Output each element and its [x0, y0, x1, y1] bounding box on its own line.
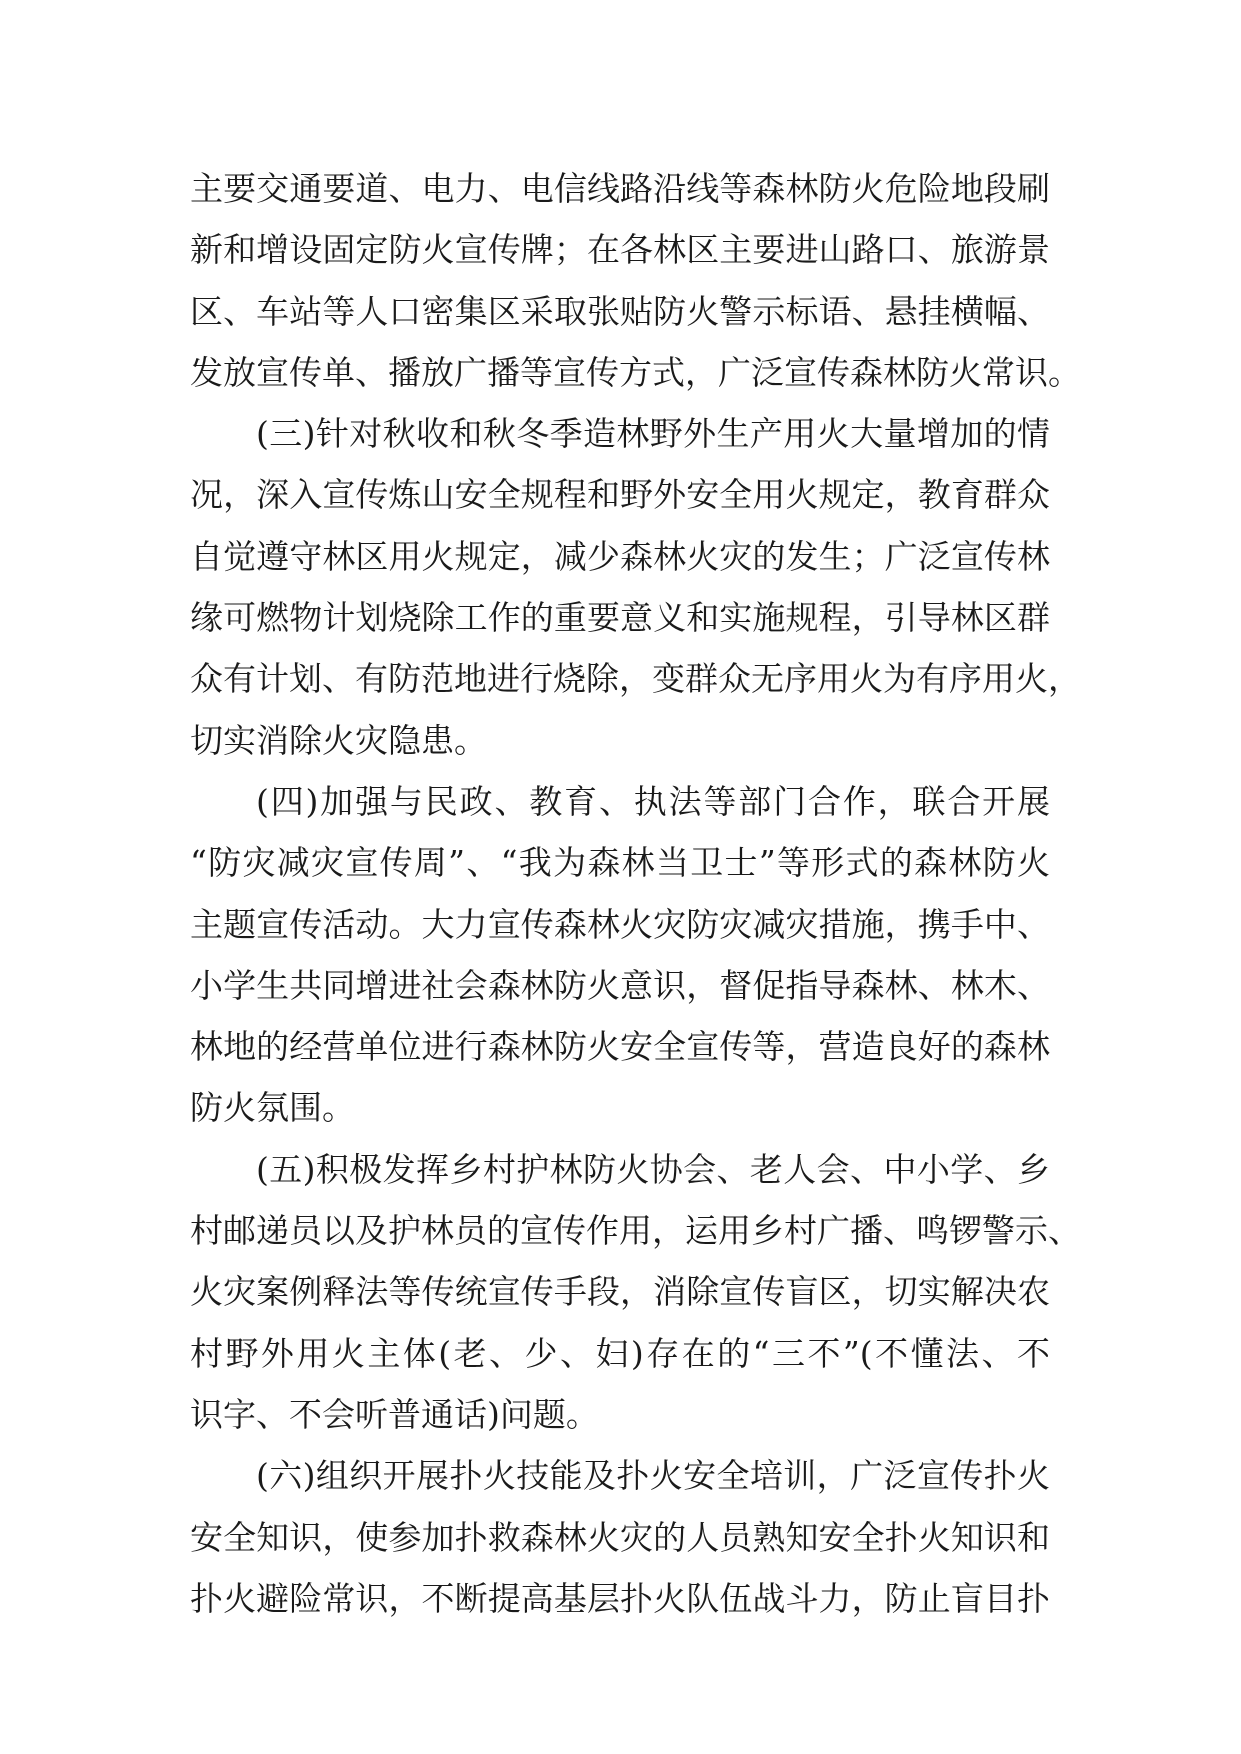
- text-line: 发放宣传单、播放广播等宣传方式，广泛宣传森林防火常识。: [190, 352, 1081, 392]
- text-line: 自觉遵守林区用火规定，减少森林火灾的发生；广泛宣传林: [190, 536, 1050, 576]
- text-line: 区、车站等人口密集区采取张贴防火警示标语、悬挂横幅、: [190, 291, 1050, 331]
- text-line: 火灾案例释法等传统宣传手段，消除宣传盲区，切实解决农: [190, 1272, 1050, 1312]
- text-line: 缘可燃物计划烧除工作的重要意义和实施规程，引导林区群: [190, 598, 1050, 638]
- text-line: “防灾减灾宣传周”、“我为森林当卫士”等形式的森林防火: [190, 843, 1050, 883]
- text-line: 主要交通要道、电力、电信线路沿线等森林防火危险地段刷: [190, 169, 1050, 208]
- text-line: 小学生共同增进社会森林防火意识，督促指导森林、林木、: [190, 965, 1050, 1005]
- text-line: 切实消除火灾隐患。: [190, 720, 487, 760]
- text-line: 村邮递员以及护林员的宣传作用，运用乡村广播、鸣锣警示、: [190, 1211, 1081, 1251]
- text-line: 村野外用火主体(老、少、妇)存在的“三不”(不懂法、不: [190, 1333, 1050, 1373]
- paragraph-4-first-line: (四)加强与民政、教育、执法等部门合作，联合开展: [256, 781, 1050, 821]
- text-line: 防火氛围。: [190, 1088, 355, 1128]
- text-line: 主题宣传活动。大力宣传森林火灾防灾减灾措施，携手中、: [190, 904, 1050, 944]
- text-line: 众有计划、有防范地进行烧除，变群众无序用火为有序用火，: [190, 659, 1081, 699]
- text-line: 扑火避险常识，不断提高基层扑火队伍战斗力，防止盲目扑: [190, 1578, 1050, 1618]
- text-line: 林地的经营单位进行森林防火安全宣传等，营造良好的森林: [190, 1027, 1050, 1067]
- text-line: 识字、不会听普通话)问题。: [190, 1394, 599, 1434]
- text-line: 安全知识，使参加扑救森林火灾的人员熟知安全扑火知识和: [190, 1517, 1050, 1557]
- paragraph-6-first-line: (六)组织开展扑火技能及扑火安全培训，广泛宣传扑火: [256, 1456, 1050, 1496]
- paragraph-3-first-line: (三)针对秋收和秋冬季造林野外生产用火大量增加的情: [256, 414, 1050, 454]
- document-body: [190, 158, 1081, 1629]
- paragraph-5-first-line: (五)积极发挥乡村护林防火协会、老人会、中小学、乡: [256, 1149, 1050, 1189]
- text-line: 新和增设固定防火宣传牌；在各林区主要进山路口、旅游景: [190, 230, 1050, 270]
- text-line: 况，深入宣传炼山安全规程和野外安全用火规定，教育群众: [190, 475, 1050, 515]
